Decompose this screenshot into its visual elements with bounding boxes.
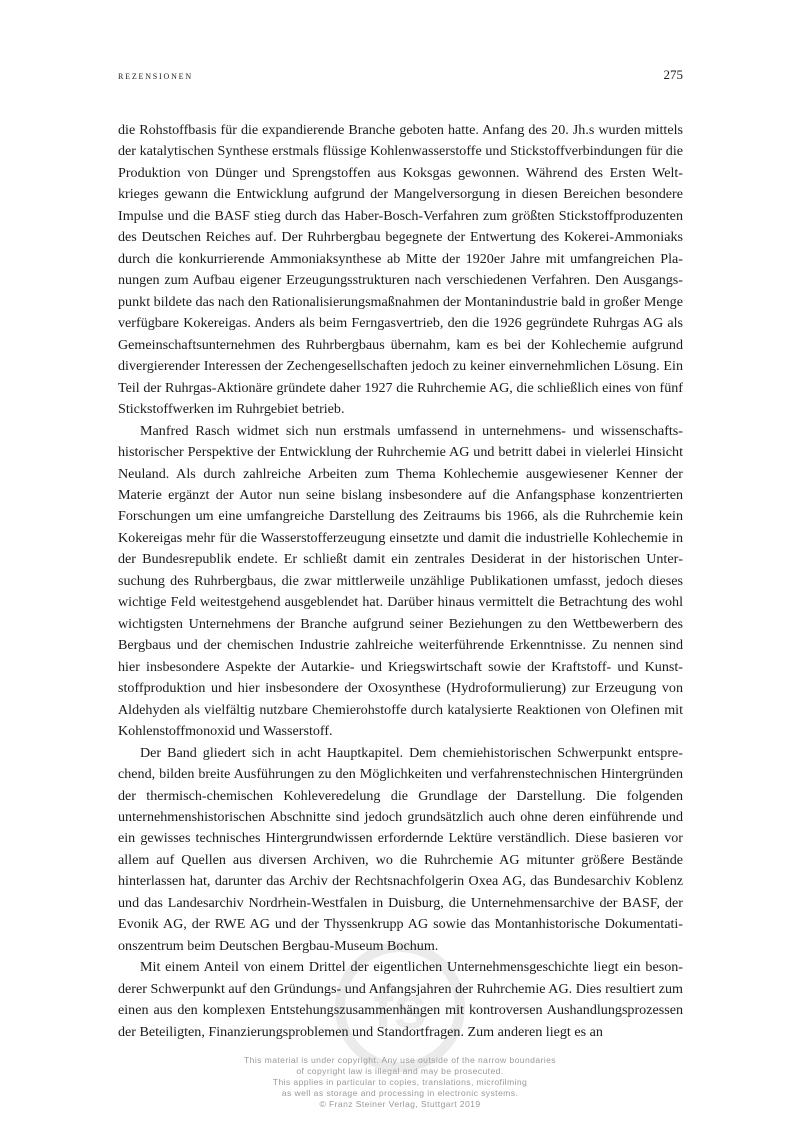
paragraph-3: Der Band gliedert sich in acht Hauptkapitel. Dem chemiehistorischen Schwerpunkt entsprechend, bilden breite Ausführungen zu den Möglichkeiten und verfahrenstechnischen Hintergründen der thermisch-chemischen Kohleveredelung die Grundlage der Darstellung. Die folgenden unternehmenshistorischen Abschnitte sind jedoch grundsätzlich auch ohne deren einführende und ein gewisses technisches Hintergrundwissen erfordernde Lektüre verständlich. Diese basieren vor allem auf Quellen aus diversen Archiven, wo die Ruhrchemie AG mitunter größere Bestände hinterlassen hat, darunter das Archiv der Rechtsnachfolgerin Oxea AG, das Bundesarchiv Koblenz und das Landesarchiv Nordrhein-Westfalen in Duisburg, die Unternehmensarchive der BASF, der Evonik AG, der RWE AG und der Thyssenkrupp AG sowie das Montanhistorische Dokumentationszentrum beim Deutschen Bergbau-Museum Bochum. bbox=[118, 744, 683, 954]
page-number: 275 bbox=[663, 67, 683, 82]
copyright-notice bbox=[0, 1055, 800, 1110]
copyright-line: of copyright law is illegal and may be prosecuted. bbox=[296, 1066, 504, 1076]
copyright-line: as well as storage and processing in electronic systems. bbox=[281, 1088, 519, 1098]
review-body bbox=[118, 120, 683, 1043]
copyright-line: This material is under copyright. Any use outside of the narrow boundaries bbox=[244, 1055, 556, 1065]
running-header bbox=[118, 67, 683, 83]
copyright-line: This applies in particular to copies, translations, microfilming bbox=[272, 1077, 528, 1087]
copyright-line: © Franz Steiner Verlag, Stuttgart 2019 bbox=[319, 1099, 481, 1109]
paragraph-1: die Rohstoffbasis für die expandierende Branche geboten hatte. Anfang des 20. Jh.s wurden mittels der katalytischen Synthese erstmals flüssige Kohlenwasserstoffe und Stickstoffverbindungen für die Produktion von Dünger und Sprengstoffen aus Koksgas gewonnen. Während des Ersten Weltkrieges gewann die Entwicklung aufgrund der Mangelversorgung in diesen Bereichen besondere Impulse und die BASF stieg durch das Haber-Bosch-Verfahren zum größten Stickstoffproduzenten des Deutschen Reiches auf. Der Ruhrbergbau begegnete der Entwertung des Kokerei-Ammoniaks durch die konkurrierende Ammoniaksynthese ab Mitte der 1920er Jahre mit umfangreichen Planungen zum Aufbau eigener Erzeugungsstrukturen nach verschiedenen Verfahren. Den Ausgangspunkt bildete das nach den Rationalisierungsmaßnahmen der Montanindustrie bald in großer Menge verfügbare Kokereigas. Anders als beim Ferngasvertrieb, den die 1926 gegründete Ruhrgas AG als Gemeinschaftsunternehmen des Ruhrbergbaus übernahm, kam es bei der Kohlechemie aufgrund divergierender Interessen der Zechengesellschaften jedoch zu keiner einvernehmlichen Lösung. Ein Teil der Ruhrgas-Aktionäre gründete daher 1927 die Ruhrchemie AG, die schließlich eines von fünf Stickstoffwerken im Ruhrgebiet betrieb. bbox=[118, 122, 683, 418]
paragraph-4: Mit einem Anteil von einem Drittel der eigentlichen Unternehmensgeschichte liegt ein besonderer Schwerpunkt auf den Gründungs- und Anfangsjahren der Ruhrchemie AG. Dies resultiert zum einen aus den komplexen Entstehungszusammenhängen mit kontroversen Aushandlungsprozessen der Beteiligten, Finanzierungsproblemen und Standortfragen. Zum anderen liegt es an bbox=[118, 959, 683, 1040]
running-title: rezensionen bbox=[118, 68, 193, 82]
paragraph-2: Manfred Rasch widmet sich nun erstmals umfassend in unternehmens- und wissenschaftshistorischer Perspektive der Entwicklung der Ruhrchemie AG und betritt dabei in vielerlei Hinsicht Neuland. Als durch zahlreiche Arbeiten zum Thema Kohlechemie ausgewiesener Kenner der Materie ergänzt der Autor nun seine bislang insbesondere auf die Anfangsphase konzentrierten Forschungen um eine umfangreiche Darstellung des Zeitraums bis 1966, als die Ruhrchemie kein Kokereigas mehr für die Wasserstofferzeugung einsetzte und damit die industrielle Kohlechemie in der Bundesrepublik endete. Er schließt damit ein zentrales Desiderat in der historischen Untersuchung des Ruhrbergbaus, die zwar mittlerweile unzählige Publikationen umfasst, jedoch dieses wichtige Feld weitestgehend ausgeblendet hat. Darüber hinaus vermittelt die Betrachtung des wohl wichtigsten Unternehmens der Branche aufgrund seiner Beziehungen zu den Wettbewerbern des Bergbaus und der chemischen Industrie zahlreiche weiterführende Erkenntnisse. Zu nennen sind hier insbesondere Aspekte der Autarkie- und Kriegswirtschaft sowie der Kraftstoff- und Kunststoffproduktion und hier insbesondere der Oxosynthese (Hydroformulierung) zur Erzeugung von Aldehyden als vielfältig nutzbare Chemierohstoffe durch katalysierte Reaktionen von Olefinen mit Kohlenstoffmonoxid und Wasserstoff. bbox=[118, 422, 683, 740]
publisher-watermark-seal: fs bbox=[335, 942, 465, 1072]
